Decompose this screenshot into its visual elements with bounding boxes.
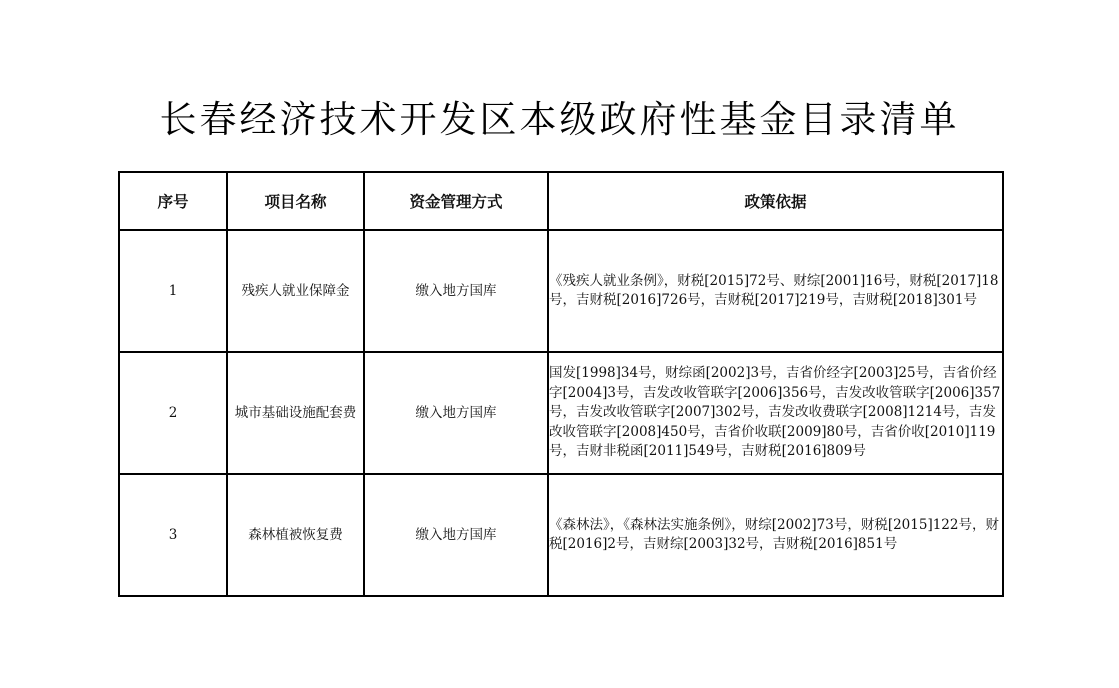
header-policy-basis: 政策依据 [548, 172, 1003, 230]
row-fund-management: 缴入地方国库 [364, 474, 548, 596]
row-serial-number: 3 [119, 474, 227, 596]
row-project-name: 城市基础设施配套费 [227, 352, 364, 474]
row-policy-basis: 《森林法》，《森林法实施条例》，财综[2002]73号，财税[2015]122号，财税[2016]2号，吉财综[2003]32号，吉财税[2016]851号 [548, 474, 1003, 596]
header-serial-number: 序号 [119, 172, 227, 230]
row-policy-basis: 《残疾人就业条例》，财税[2015]72号、财综[2001]16号，财税[2017]18号，吉财税[2016]726号，吉财税[2017]219号，吉财税[2018]301号 [548, 230, 1003, 352]
fund-catalog-table [118, 171, 1004, 597]
header-project-name: 项目名称 [227, 172, 364, 230]
table-row [119, 230, 1003, 352]
page-title: 长春经济技术开发区本级政府性基金目录清单 [159, 98, 960, 141]
row-project-name: 森林植被恢复费 [227, 474, 364, 596]
row-project-name: 残疾人就业保障金 [227, 230, 364, 352]
table-row [119, 352, 1003, 474]
row-serial-number: 2 [119, 352, 227, 474]
row-fund-management: 缴入地方国库 [364, 352, 548, 474]
table-header-row [119, 172, 1003, 230]
row-serial-number: 1 [119, 230, 227, 352]
table-row [119, 474, 1003, 596]
row-fund-management: 缴入地方国库 [364, 230, 548, 352]
row-policy-basis: 国发[1998]34号，财综函[2002]3号，吉省价经字[2003]25号，吉省价经字[2004]3号，吉发改收管联字[2006]356号，吉发改收管联字[2006]357号，吉发改收管联字[2007]302号，吉发改收费联字[2008]1214号，吉发改收管联字[2008]450号，吉省价收联[2009]80号，吉省价收[2010]119号，吉财非税函[2011]549号，吉财税[2016]809号 [548, 352, 1003, 474]
header-fund-management: 资金管理方式 [364, 172, 548, 230]
